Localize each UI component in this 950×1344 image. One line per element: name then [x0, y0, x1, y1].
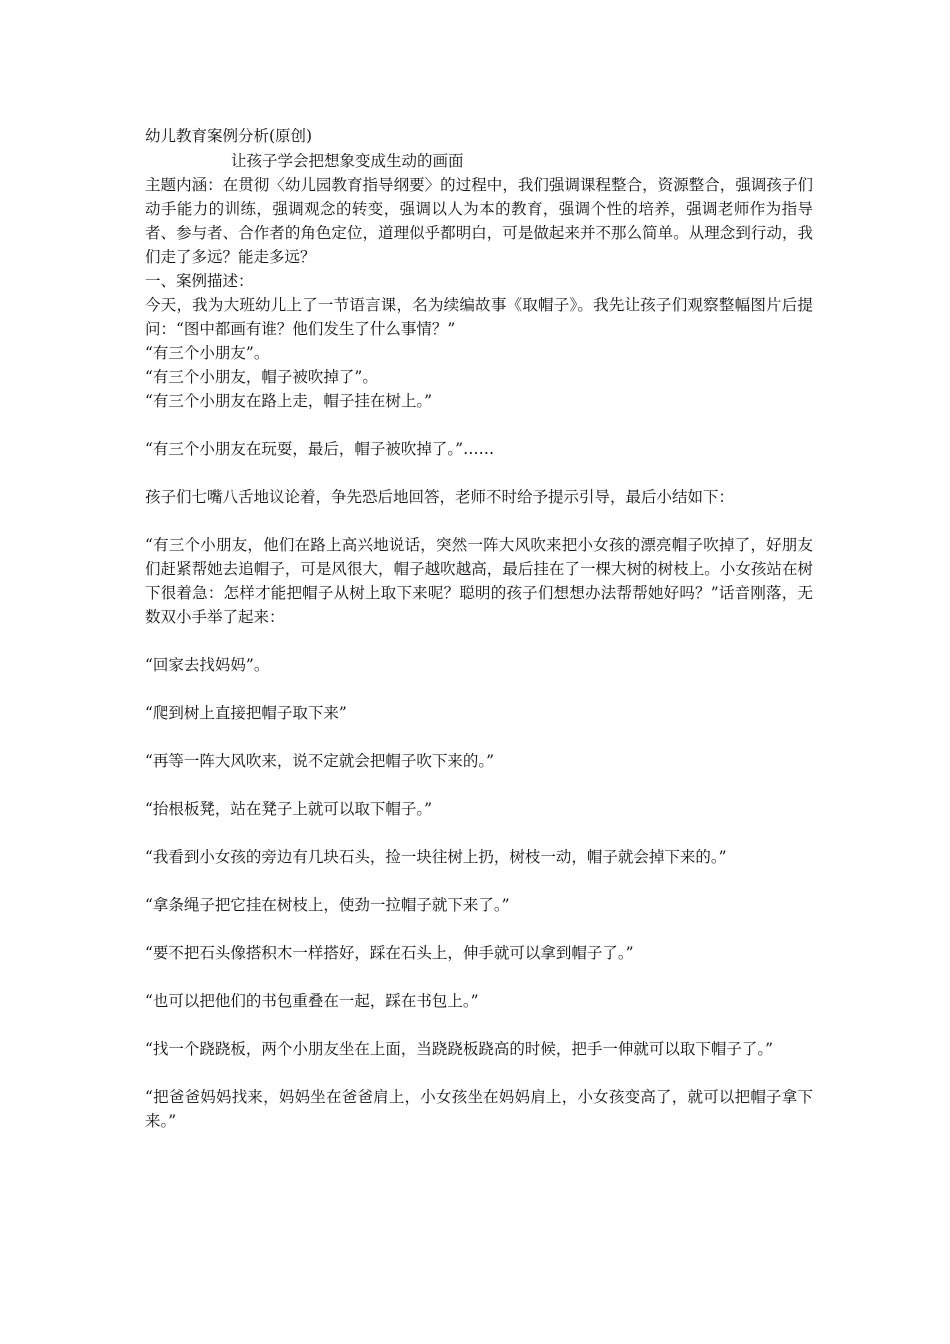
theme-paragraph: 主题内涵：在贯彻〈幼儿园教育指导纲要〉的过程中，我们强调课程整合，资源整合，强调孩子们动手能力的训练，强调观念的转变，强调以人为本的教育，强调个性的培养，强调老师作为指导者、参与者、合作者的角色定位，道理似乎都明白，可是做起来并不那么简单。从理念到行动，我们走了多远？能走多远？	[145, 176, 813, 266]
idea-item: “拿条绳子把它挂在树枝上，使劲一拉帽子就下来了。”	[145, 896, 510, 914]
idea-item: “找一个跷跷板，两个小朋友坐在上面，当跷跷板跷高的时候，把手一伸就可以取下帽子了。”	[145, 1040, 774, 1058]
intro-paragraph: 今天，我为大班幼儿上了一节语言课，名为续编故事《取帽子》。我先让孩子们观察整幅图片后提问：“图中都画有谁？他们发生了什么事情？”	[145, 296, 813, 338]
idea-item: “回家去找妈妈”。	[145, 656, 270, 674]
document-subtitle: 让孩子学会把想象变成生动的画面	[231, 152, 464, 170]
discussion-paragraph: 孩子们七嘴八舌地议论着，争先恐后地回答，老师不时给予提示引导，最后小结如下：	[145, 488, 735, 506]
section-heading: 一、案例描述：	[145, 272, 254, 290]
document-title: 幼儿教育案例分析(原创)	[145, 127, 313, 145]
idea-item: “爬到树上直接把帽子取下来”	[145, 704, 347, 722]
idea-item: “抬根板凳，站在凳子上就可以取下帽子。”	[145, 800, 433, 818]
idea-item: “要不把石头像搭积木一样搭好，踩在石头上，伸手就可以拿到帽子了。”	[145, 944, 634, 962]
answer-line: “有三个小朋友”。	[145, 344, 270, 362]
answer-line-last: “有三个小朋友在玩耍，最后，帽子被吹掉了。”……	[145, 440, 495, 458]
summary-paragraph: “有三个小朋友，他们在路上高兴地说话，突然一阵大风吹来把小女孩的漂亮帽子吹掉了，好朋友们赶紧帮她去追帽子，可是风很大，帽子越吹越高，最后挂在了一棵大树的树枝上。小女孩站在树下很着急：怎样才能把帽子从树上取下来呢？聪明的孩子们想想办法帮帮她好吗？”话音刚落，无数双小手举了起来：	[145, 536, 813, 626]
answer-line: “有三个小朋友，帽子被吹掉了”。	[145, 368, 378, 386]
idea-item: “再等一阵大风吹来，说不定就会把帽子吹下来的。”	[145, 752, 495, 770]
idea-item: “把爸爸妈妈找来，妈妈坐在爸爸肩上，小女孩坐在妈妈肩上，小女孩变高了，就可以把帽子拿下来。”	[145, 1088, 813, 1130]
idea-item: “我看到小女孩的旁边有几块石头，捡一块往树上扔，树枝一动，帽子就会掉下来的。”	[145, 848, 727, 866]
document-page	[145, 124, 813, 1133]
idea-item: “也可以把他们的书包重叠在一起，踩在书包上。”	[145, 992, 479, 1010]
answer-line: “有三个小朋友在路上走，帽子挂在树上。”	[145, 392, 433, 410]
